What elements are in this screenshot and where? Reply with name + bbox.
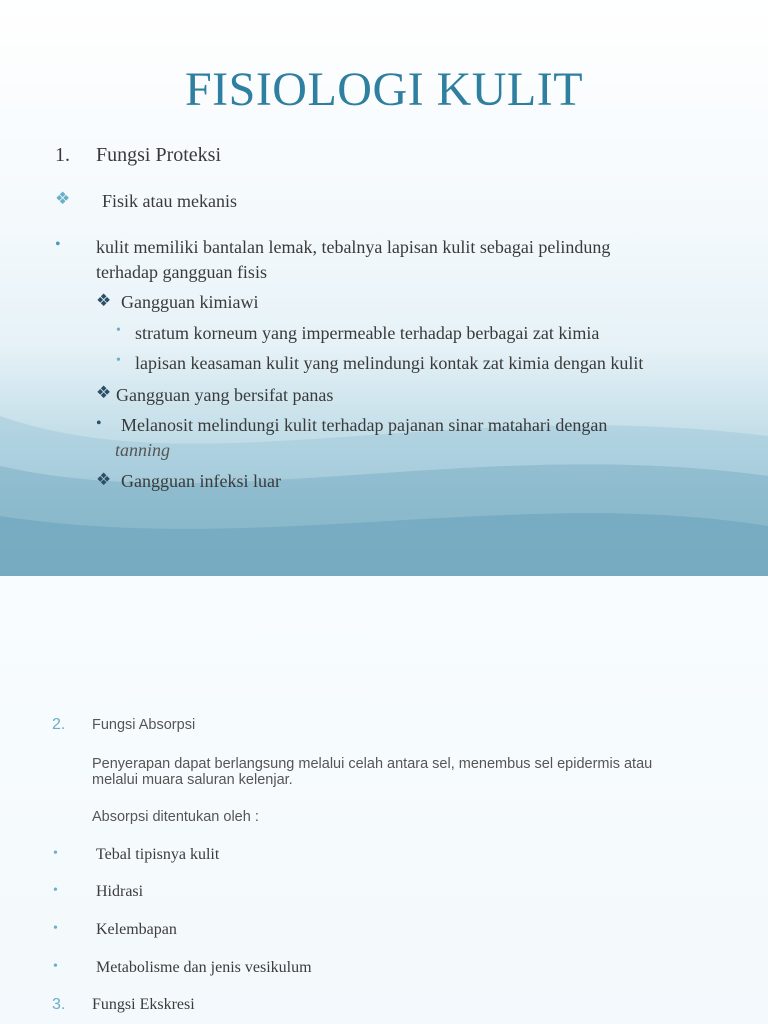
slide-2 — [0, 576, 768, 1024]
item-label: Fungsi Absorpsi — [92, 717, 196, 733]
item-number: 3. — [52, 996, 66, 1013]
list-item: Tebal tipisnya kulit — [96, 846, 220, 863]
bullet-icon: • — [116, 323, 121, 338]
bullet-icon: • — [53, 883, 58, 898]
diamond-bullet-icon: ❖ — [96, 383, 112, 402]
bullet-icon: • — [53, 921, 58, 936]
item-label: Fungsi Ekskresi — [92, 996, 195, 1013]
sub-heading: Gangguan infeksi luar — [121, 471, 281, 491]
list-item: Metabolisme dan jenis vesikulum — [96, 959, 312, 976]
item-number: 1. — [55, 144, 70, 166]
paragraph: Absorpsi ditentukan oleh : — [92, 809, 259, 825]
detail-italic: tanning — [115, 440, 171, 460]
wave-background — [0, 376, 768, 576]
detail-line: Melanosit melindungi kulit terhadap pajanan sinar matahari dengan — [121, 415, 608, 435]
bullet-icon: • — [116, 353, 121, 368]
item-label: Fungsi Proteksi — [96, 144, 222, 166]
page-title: FISIOLOGI KULIT — [184, 63, 584, 116]
paragraph-line: Penyerapan dapat berlangsung melalui celah antara sel, menembus sel epidermis atau — [92, 756, 653, 772]
bullet-icon: • — [96, 415, 102, 432]
sub-heading: Fisik atau mekanis — [102, 191, 237, 211]
bullet-icon: • — [53, 959, 58, 974]
bullet-icon: • — [53, 846, 58, 861]
sub-heading: Gangguan yang bersifat panas — [116, 385, 334, 405]
sub-heading: Gangguan kimiawi — [121, 292, 259, 312]
detail-line: terhadap gangguan fisis — [96, 262, 267, 282]
diamond-bullet-icon: ❖ — [96, 291, 112, 310]
list-item: Hidrasi — [96, 883, 144, 900]
detail-line: stratum korneum yang impermeable terhadap berbagai zat kimia — [135, 323, 600, 343]
bullet-icon: • — [55, 236, 61, 253]
detail-line: kulit memiliki bantalan lemak, tebalnya lapisan kulit sebagai pelindung — [96, 237, 611, 257]
item-number: 2. — [52, 716, 66, 733]
paragraph-line: melalui muara saluran kelenjar. — [92, 772, 293, 788]
detail-line: lapisan keasaman kulit yang melindungi kontak zat kimia dengan kulit — [135, 353, 644, 373]
diamond-bullet-icon: ❖ — [55, 189, 71, 208]
diamond-bullet-icon: ❖ — [96, 470, 112, 489]
list-item: Kelembapan — [96, 921, 177, 938]
